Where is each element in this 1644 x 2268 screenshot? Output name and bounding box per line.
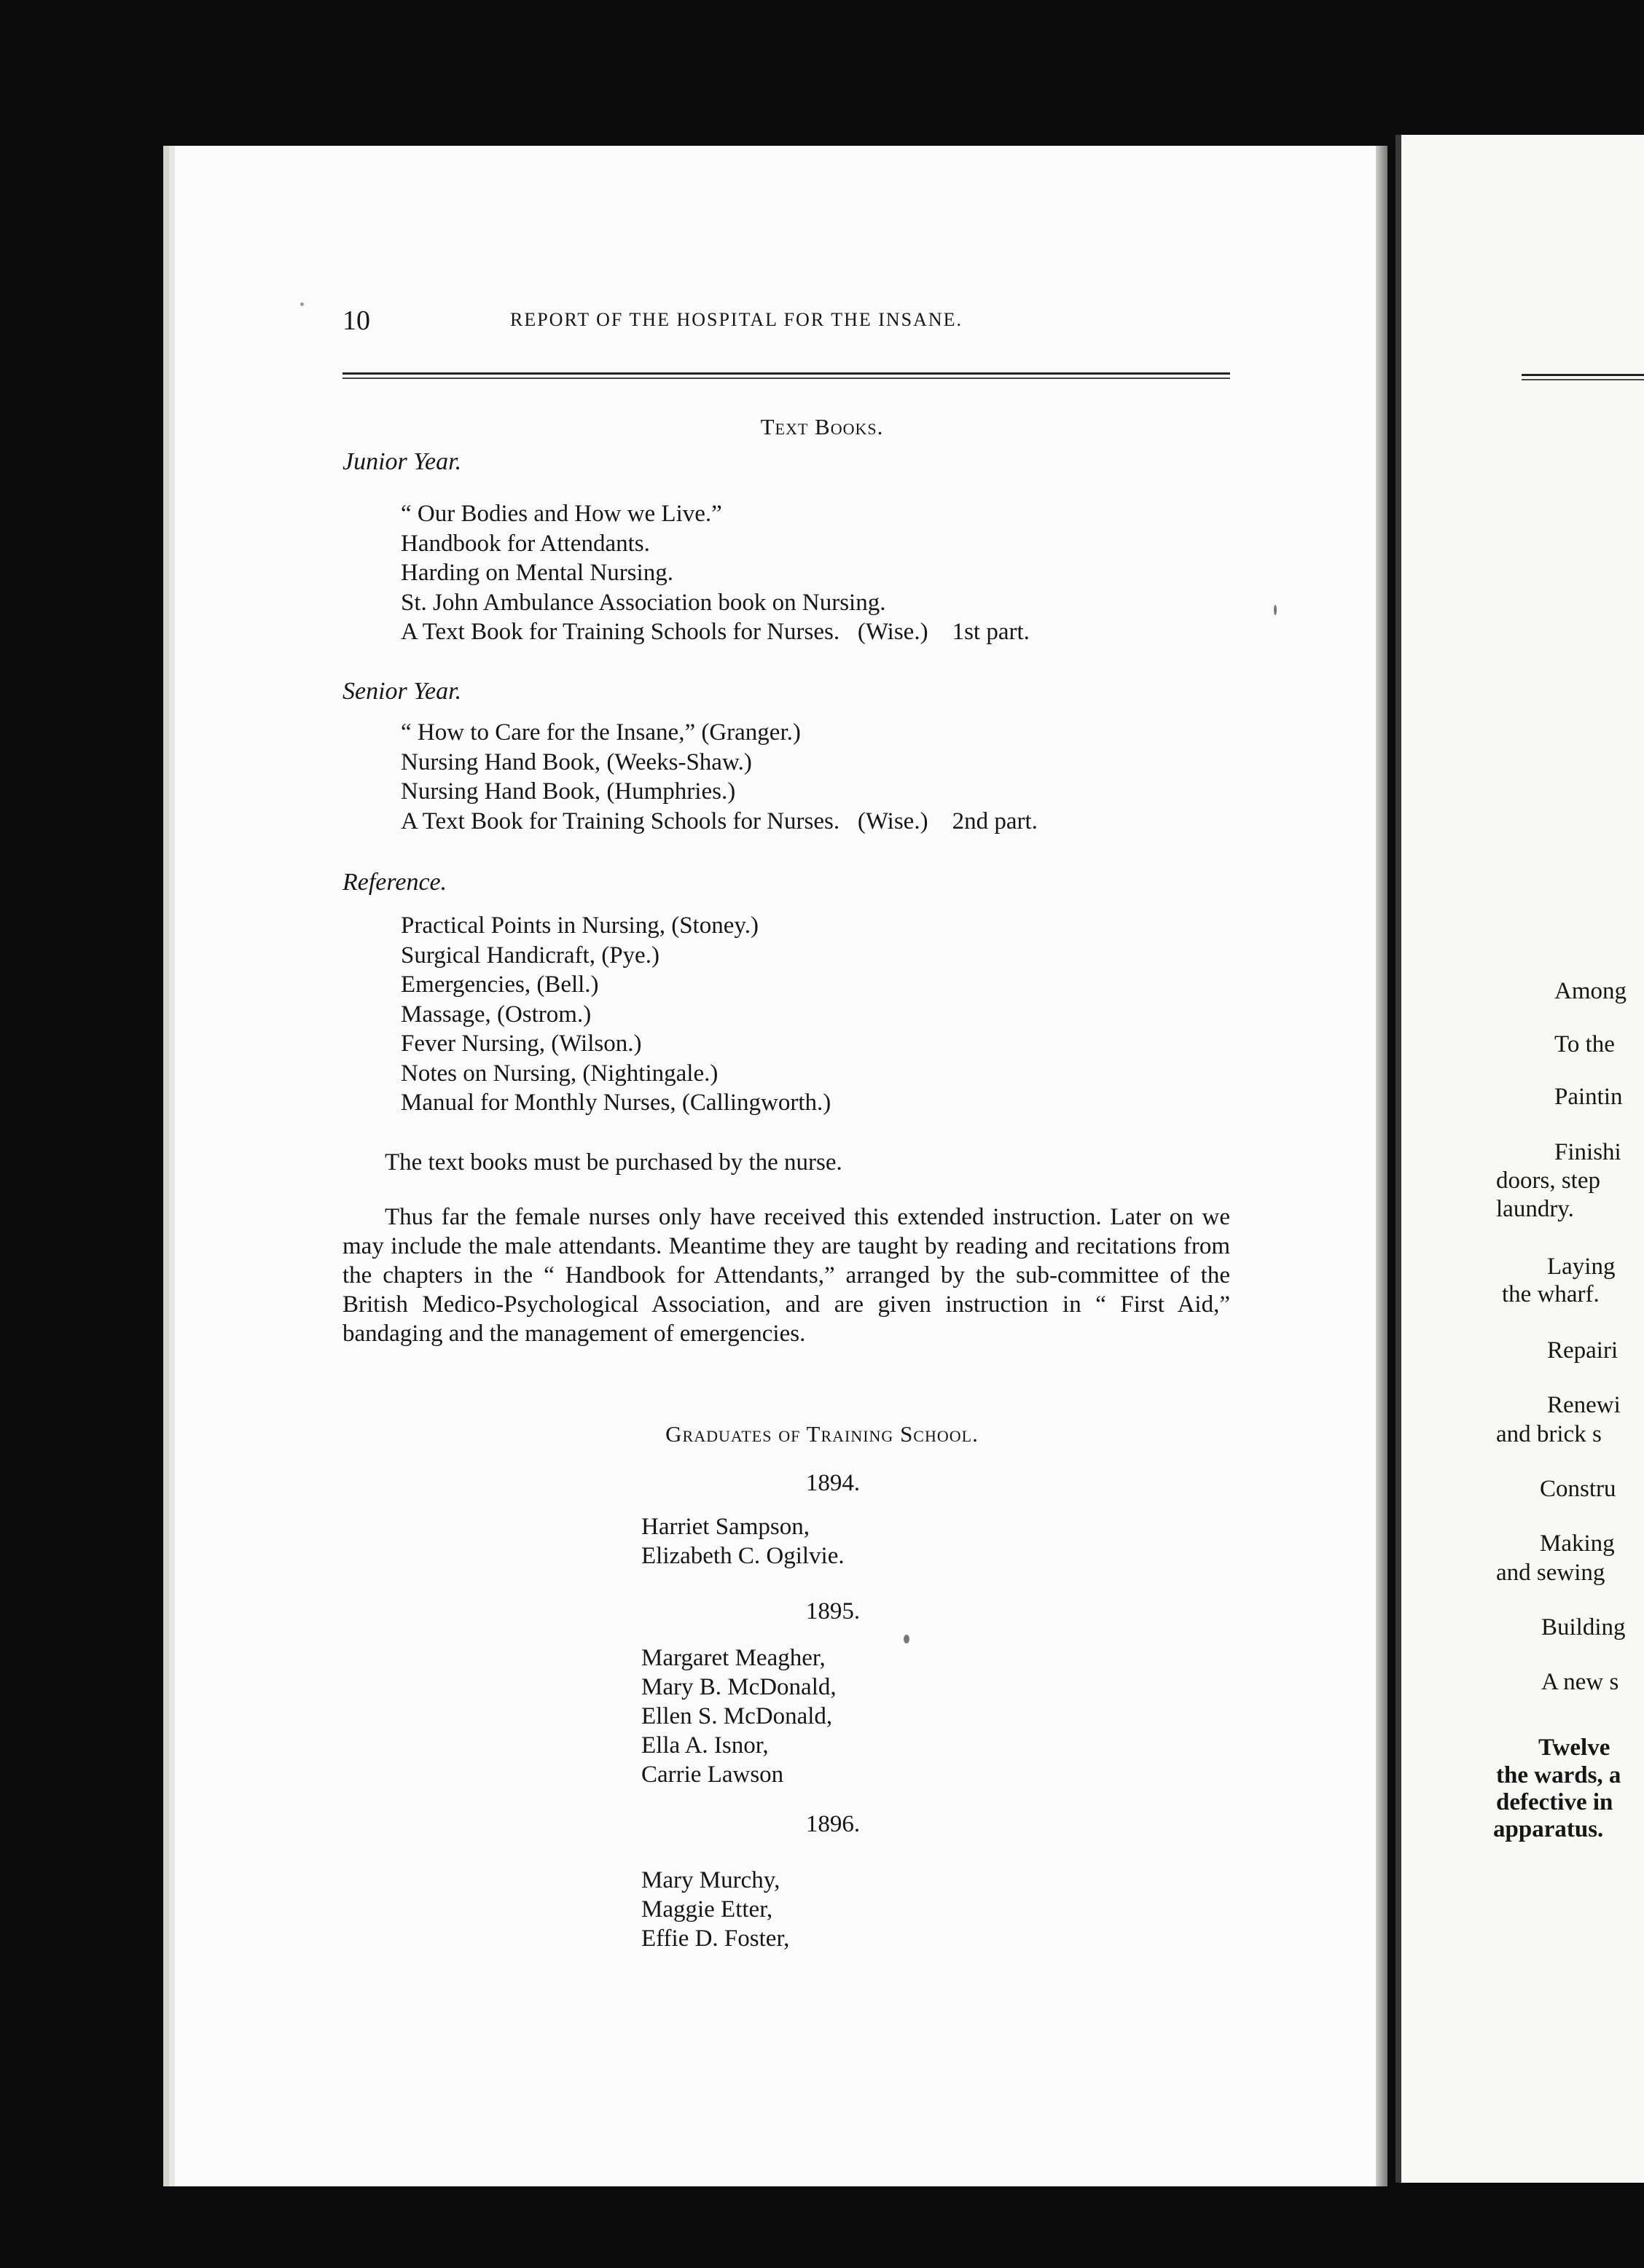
list-item: Margaret Meagher, (641, 1645, 826, 1671)
facing-line: and sewing (1496, 1560, 1605, 1586)
list-item: Maggie Etter, (641, 1896, 773, 1923)
paper-speck (1274, 605, 1277, 615)
facing-line: and brick s (1496, 1421, 1602, 1447)
facing-line: Making (1540, 1530, 1615, 1557)
facing-line: A new s (1541, 1669, 1619, 1695)
list-item: Nursing Hand Book, (Weeks-Shaw.) (401, 748, 752, 775)
reference-label: Reference. (342, 869, 447, 896)
facing-line: Constru (1540, 1476, 1616, 1502)
facing-line: Laying (1547, 1254, 1616, 1280)
paper-speck (904, 1635, 909, 1643)
page-number: 10 (342, 305, 370, 336)
list-item: “ How to Care for the Insane,” (Granger.) (401, 719, 801, 746)
book-author: (Wise.) (857, 619, 928, 645)
senior-book-list (401, 718, 1038, 836)
facing-line: the wharf. (1502, 1281, 1600, 1307)
book-part: 2nd part. (952, 808, 1038, 834)
facing-line: apparatus. (1493, 1816, 1604, 1842)
list-item: Manual for Monthly Nurses, (Callingworth.) (401, 1090, 831, 1116)
facing-line: Building (1541, 1614, 1626, 1641)
facing-line: To the (1554, 1031, 1615, 1057)
list-item: Carrie Lawson (641, 1761, 784, 1788)
facing-line: Finishi (1554, 1139, 1621, 1165)
facing-line: Twelve (1538, 1735, 1610, 1761)
year-1895: 1895. (805, 1598, 861, 1624)
list-item: Elizabeth C. Ogilvie. (641, 1543, 845, 1569)
list-item (401, 617, 1030, 647)
instruction-paragraph: Thus far the female nurses only have received this extended instruction. Later on we may include the male attendants. Meantime they are taught by reading and recitations from the chapters in the “ Handbook for Attendants,” arranged by the sub-committee of the British Medico-Psychological Association, and are given instruction in “ First Aid,” bandaging and the management of emergencies. (342, 1204, 1230, 1347)
list-item: Massage, (Ostrom.) (401, 1001, 592, 1028)
senior-year-label: Senior Year. (342, 678, 462, 705)
list-item: “ Our Bodies and How we Live.” (401, 501, 722, 527)
list-item (401, 807, 1038, 837)
book-part: 1st part. (952, 619, 1030, 645)
facing-line: defective in (1496, 1789, 1613, 1815)
running-title: REPORT OF THE HOSPITAL FOR THE INSANE. (510, 309, 963, 330)
purchase-note: The text books must be purchased by the nurse. (385, 1149, 842, 1176)
facing-line: doors, step (1496, 1168, 1600, 1194)
junior-year-label: Junior Year. (342, 448, 462, 475)
list-item: Mary Murchy, (641, 1867, 780, 1893)
paper-speck (300, 302, 304, 306)
header-rule (342, 372, 1230, 379)
list-item: Harriet Sampson, (641, 1514, 810, 1540)
facing-line: Renewi (1547, 1392, 1621, 1418)
list-item: Fever Nursing, (Wilson.) (401, 1031, 642, 1057)
year-1894: 1894. (805, 1470, 861, 1496)
list-item: St. John Ambulance Association book on Nursing. (401, 589, 886, 616)
facing-line: laundry. (1496, 1196, 1574, 1222)
list-item: Handbook for Attendants. (401, 530, 650, 557)
text-books-heading: Text Books. (760, 414, 884, 439)
list-item: Harding on Mental Nursing. (401, 560, 673, 586)
facing-line: Repairi (1547, 1337, 1618, 1364)
book-title: A Text Book for Training Schools for Nurses. (401, 619, 840, 645)
list-item: Nursing Hand Book, (Humphries.) (401, 778, 736, 805)
facing-line: the wards, a (1496, 1762, 1621, 1788)
list-item: Practical Points in Nursing, (Stoney.) (401, 912, 759, 939)
reference-book-list (401, 911, 831, 1118)
list-item: Ella A. Isnor, (641, 1732, 769, 1759)
list-item: Emergencies, (Bell.) (401, 971, 599, 998)
book-author: (Wise.) (857, 808, 928, 834)
graduates-heading: Graduates of Training School. (665, 1421, 979, 1447)
list-item: Surgical Handicraft, (Pye.) (401, 942, 659, 969)
year-1896: 1896. (805, 1811, 861, 1837)
facing-line: Among (1554, 978, 1627, 1004)
list-item: Ellen S. McDonald, (641, 1703, 833, 1729)
graduates-1895-list (641, 1643, 837, 1789)
list-item: Notes on Nursing, (Nightingale.) (401, 1060, 719, 1087)
book-title: A Text Book for Training Schools for Nurses. (401, 808, 840, 834)
facing-header-rule (1522, 374, 1644, 380)
junior-book-list (401, 499, 1030, 647)
list-item: Mary B. McDonald, (641, 1674, 837, 1700)
facing-line: Paintin (1554, 1084, 1623, 1110)
list-item: Effie D. Foster, (641, 1925, 790, 1952)
graduates-1894-list (641, 1512, 845, 1571)
graduates-1896-list (641, 1866, 789, 1953)
